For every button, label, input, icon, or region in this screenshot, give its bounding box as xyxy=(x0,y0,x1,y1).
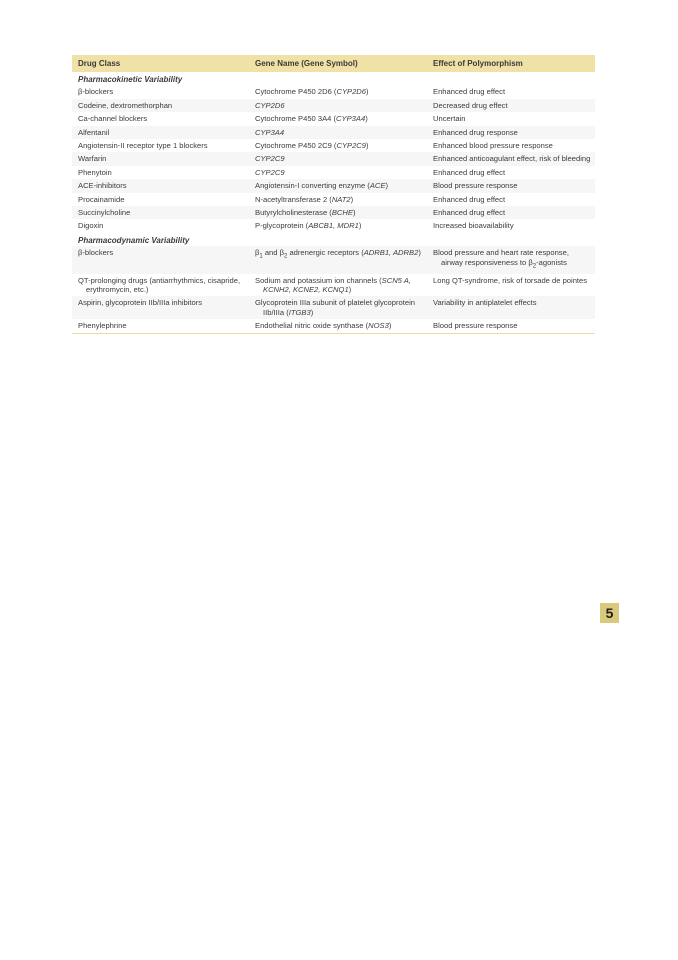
column-header-drug-class: Drug Class xyxy=(72,55,249,72)
cell-effect xyxy=(427,246,595,273)
table-row xyxy=(72,152,595,165)
cell-gene-name xyxy=(249,179,427,192)
gene-name-text xyxy=(255,298,423,317)
table-row xyxy=(72,193,595,206)
cell-text: ) xyxy=(365,114,368,124)
cell-effect xyxy=(427,112,595,125)
gene-name-text xyxy=(255,101,423,110)
gene-name-text xyxy=(255,195,423,204)
cell-drug-class xyxy=(72,219,249,232)
cell-drug-class xyxy=(72,85,249,98)
cell-text: adrenergic receptors ( xyxy=(287,248,364,258)
drug-class-text: Codeine, dextromethorphan xyxy=(78,100,173,110)
gene-name-text xyxy=(255,181,423,190)
cell-text: Glycoprotein IIIa subunit of platelet glycoprotein IIb/IIIa ( xyxy=(255,298,415,317)
drug-class-text: β-blockers xyxy=(78,248,114,258)
drug-class-text: Ca-channel blockers xyxy=(78,114,148,124)
effect-text: Enhanced drug effect xyxy=(433,208,506,218)
cell-text: Angiotensin-I converting enzyme ( xyxy=(255,181,370,191)
drug-class-text: Procainamide xyxy=(78,194,125,204)
cell-effect xyxy=(427,85,595,98)
drug-class-text: Warfarin xyxy=(78,154,107,164)
table-body xyxy=(72,72,595,333)
drug-class-text: Aspirin, glycoprotein IIb/IIIa inhibitors xyxy=(78,298,203,308)
table-header xyxy=(72,55,595,72)
section-row xyxy=(72,233,595,246)
gene-name-text xyxy=(255,208,423,217)
gene-symbol-text: CYP2C9 xyxy=(255,154,285,164)
drug-class-text: Digoxin xyxy=(78,221,104,231)
gene-symbol-text: ABCB1, MDR1 xyxy=(308,221,359,231)
drug-class-text: QT-prolonging drugs (antiarrhythmics, cisapride, erythromycin, etc.) xyxy=(78,275,241,295)
cell-gene-name xyxy=(249,206,427,219)
cell-text: Sodium and potassium ion channels ( xyxy=(255,275,382,285)
table-row xyxy=(72,112,595,125)
table-row xyxy=(72,99,595,112)
effect-text: Decreased drug effect xyxy=(433,100,508,110)
effect-text xyxy=(433,248,591,271)
cell-text: N-acetyltransferase 2 ( xyxy=(255,194,332,204)
gene-name-text xyxy=(255,87,423,96)
cell-gene-name xyxy=(249,319,427,332)
drug-class-text: Phenylephrine xyxy=(78,321,127,331)
table-row xyxy=(72,296,595,319)
table-row xyxy=(72,274,595,297)
gene-name-text xyxy=(255,168,423,177)
pharmacogenomics-table-container xyxy=(72,55,595,334)
effect-text: Uncertain xyxy=(433,114,466,124)
table-row xyxy=(72,166,595,179)
section-title: Pharmacokinetic Variability xyxy=(78,75,183,84)
cell-gene-name xyxy=(249,152,427,165)
table-row xyxy=(72,179,595,192)
cell-gene-name xyxy=(249,139,427,152)
gene-name-text xyxy=(255,114,423,123)
gene-symbol-text: NOS3 xyxy=(368,321,389,331)
effect-text: Long QT-syndrome, risk of torsade de pointes xyxy=(433,275,588,285)
gene-symbol-text: SCN5 A, KCNH2, KCNE2, KCNQ1 xyxy=(263,275,411,295)
gene-name-text xyxy=(255,141,423,150)
effect-text: Enhanced drug response xyxy=(433,127,518,137)
gene-symbol-text: CYP3A4 xyxy=(255,127,285,137)
cell-drug-class xyxy=(72,112,249,125)
cell-effect xyxy=(427,219,595,232)
drug-class-text: β-blockers xyxy=(78,87,114,97)
cell-drug-class xyxy=(72,152,249,165)
gene-name-text xyxy=(255,276,423,295)
gene-symbol-text: ACE xyxy=(369,181,386,191)
cell-text: Cytochrome P450 2C9 ( xyxy=(255,141,337,151)
gene-name-text xyxy=(255,248,423,262)
cell-effect xyxy=(427,206,595,219)
cell-drug-class xyxy=(72,179,249,192)
cell-text: -agonists xyxy=(536,257,567,267)
gene-symbol-text: CYP2C9 xyxy=(255,167,285,177)
cell-gene-name xyxy=(249,99,427,112)
cell-drug-class xyxy=(72,296,249,319)
cell-text: ) xyxy=(366,87,369,97)
cell-text: ) xyxy=(348,285,352,295)
gene-symbol-text: CYP2D6 xyxy=(336,87,367,97)
pharmacogenomics-table xyxy=(72,55,595,333)
cell-effect xyxy=(427,166,595,179)
cell-effect xyxy=(427,296,595,319)
drug-class-text: ACE-inhibitors xyxy=(78,181,127,191)
cell-effect xyxy=(427,152,595,165)
cell-gene-name xyxy=(249,112,427,125)
cell-effect xyxy=(427,126,595,139)
drug-class-text: Succinylcholine xyxy=(78,208,131,218)
cell-drug-class xyxy=(72,139,249,152)
effect-text: Enhanced blood pressure response xyxy=(433,141,553,151)
cell-text: Blood pressure and heart rate response, airway responsiveness to β xyxy=(433,248,569,267)
cell-gene-name xyxy=(249,126,427,139)
cell-text: ) xyxy=(418,248,421,258)
cell-text: P-glycoprotein ( xyxy=(255,221,309,231)
cell-gene-name xyxy=(249,274,427,297)
gene-symbol-text: BCHE xyxy=(331,208,353,218)
cell-effect xyxy=(427,319,595,332)
cell-gene-name xyxy=(249,85,427,98)
effect-text: Blood pressure response xyxy=(433,321,518,331)
page-number-badge: 5 xyxy=(600,603,619,623)
cell-effect xyxy=(427,179,595,192)
cell-text: ) xyxy=(350,194,354,204)
effect-text: Blood pressure response xyxy=(433,181,518,191)
cell-drug-class xyxy=(72,126,249,139)
gene-name-text xyxy=(255,128,423,137)
cell-effect xyxy=(427,99,595,112)
cell-text: ) xyxy=(366,141,369,151)
cell-drug-class xyxy=(72,206,249,219)
column-header-gene-name: Gene Name (Gene Symbol) xyxy=(249,55,427,72)
cell-gene-name xyxy=(249,193,427,206)
cell-text: Endothelial nitric oxide synthase ( xyxy=(255,321,369,331)
cell-drug-class xyxy=(72,166,249,179)
table-row xyxy=(72,319,595,332)
gene-symbol-text: ITGB3 xyxy=(288,307,311,317)
cell-drug-class xyxy=(72,99,249,112)
gene-symbol-text: CYP2D6 xyxy=(255,100,285,110)
effect-text: Enhanced drug effect xyxy=(433,167,506,177)
cell-drug-class xyxy=(72,319,249,332)
cell-gene-name xyxy=(249,166,427,179)
effect-text: Enhanced drug effect xyxy=(433,87,506,97)
cell-text: ) xyxy=(352,208,356,218)
table-row xyxy=(72,219,595,232)
cell-text: ) xyxy=(358,221,362,231)
cell-text: ) xyxy=(385,181,388,191)
section-title: Pharmacodynamic Variability xyxy=(78,235,190,245)
effect-text: Increased bioavailability xyxy=(433,221,514,231)
effect-text: Enhanced drug effect xyxy=(433,194,506,204)
table-row xyxy=(72,206,595,219)
cell-effect xyxy=(427,193,595,206)
drug-class-text: Alfentanil xyxy=(78,127,110,137)
gene-symbol-text: CYP2C9 xyxy=(336,141,367,151)
drug-class-text: Phenytoin xyxy=(78,167,112,177)
cell-gene-name xyxy=(249,219,427,232)
cell-text: β xyxy=(255,248,260,258)
gene-name-text xyxy=(255,321,423,330)
gene-name-text xyxy=(255,221,423,230)
effect-text: Enhanced anticoagulant effect, risk of bleeding xyxy=(433,154,591,164)
cell-effect xyxy=(427,139,595,152)
cell-text: Cytochrome P450 3A4 ( xyxy=(255,114,337,124)
cell-text: and β xyxy=(262,248,284,258)
cell-drug-class xyxy=(72,246,249,273)
table-row xyxy=(72,126,595,139)
gene-symbol-text: CYP3A4 xyxy=(336,114,366,124)
header-row xyxy=(72,55,595,72)
column-header-effect: Effect of Polymorphism xyxy=(427,55,595,72)
section-row xyxy=(72,72,595,85)
table-row xyxy=(72,246,595,273)
table-row xyxy=(72,85,595,98)
subscript-text: 2 xyxy=(283,253,288,260)
cell-text: ) xyxy=(388,321,392,331)
gene-symbol-text: NAT2 xyxy=(331,194,351,204)
cell-drug-class xyxy=(72,193,249,206)
effect-text: Variability in antiplatelet effects xyxy=(433,298,537,308)
gene-name-text xyxy=(255,154,423,163)
cell-text: Cytochrome P450 2D6 ( xyxy=(255,87,337,97)
gene-symbol-text: ADRB1, ADRB2 xyxy=(363,248,419,258)
subscript-text: 2 xyxy=(532,263,537,270)
cell-drug-class xyxy=(72,274,249,297)
cell-gene-name xyxy=(249,296,427,319)
cell-effect xyxy=(427,274,595,297)
cell-text: Butyrylcholinesterase ( xyxy=(255,208,332,218)
subscript-text: 1 xyxy=(259,253,263,260)
cell-gene-name xyxy=(249,246,427,273)
drug-class-text: Angiotensin-II receptor type 1 blockers xyxy=(78,141,208,151)
table-row xyxy=(72,139,595,152)
cell-text: ) xyxy=(310,307,314,317)
